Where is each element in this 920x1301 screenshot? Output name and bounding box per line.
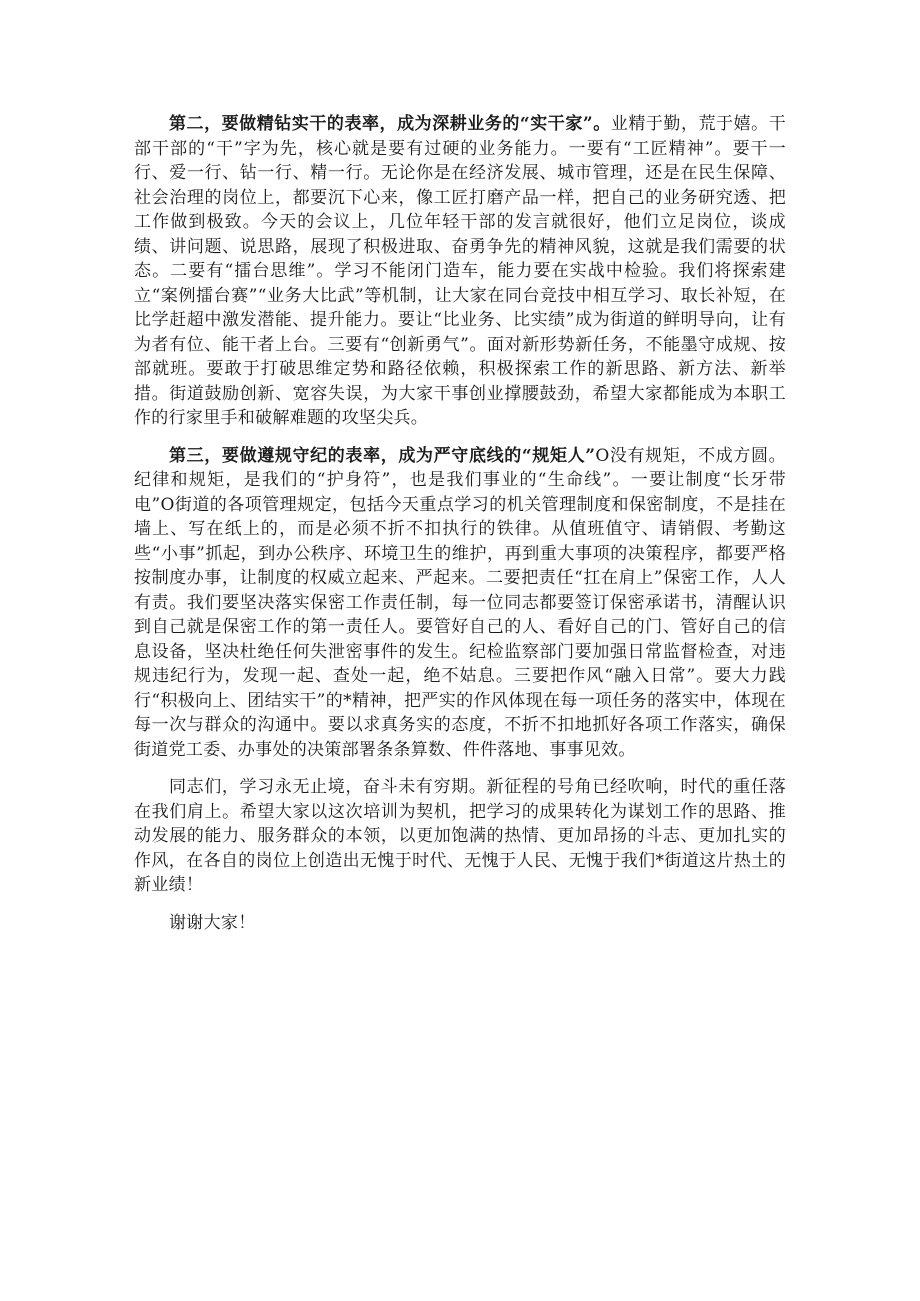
paragraph-body: O没有规矩，不成方圆。纪律和规矩，是我们的“护身符”，也是我们事业的“生命线”。一要让制度“长牙带电”O街道的各项管理规定，包括今天重点学习的机关管理制度和保密制度，不是挂在墙上、写在纸上的，而是必须不折不扣执行的铁律。从值班值守、请销假、考勤这些“小事”抓起，到办公秩序、环境卫生的维护，再到重大事项的决策程序，都要严格按制度办事，让制度的权威立起来、严起来。二要把责任“扛在肩上”保密工作，人人有责。我们要坚决落实保密工作责任制，每一位同志都要签订保密承诺书，清醒认识到自己就是保密工作的第一责任人。要管好自己的人、看好自己的门、管好自己的信息设备，坚决杜绝任何失泄密事件的发生。纪检监察部门要加强日常监督检查，对违规违纪行为，发现一起、查处一起，绝不姑息。三要把作风“融入日常”。要大力践行“积极向上、团结实干”的*精神，把严实的作风体现在每一项任务的落实中，体现在每一次与群众的沟通中。要以求真务实的态度，不折不扣地抓好各项工作落实，确保街道党工委、办事处的决策部署条条算数、件件落地、事事见效。 bbox=[134, 445, 786, 760]
paragraph-heading: 第三，要做遵规守纪的表率，成为严守底线的“规矩人” bbox=[169, 445, 596, 466]
paragraph-closing bbox=[134, 775, 786, 898]
paragraph-thanks bbox=[134, 911, 786, 936]
paragraph-heading: 第二，要做精钻实干的表率，成为深耕业务的“实干家”。 bbox=[169, 114, 611, 134]
paragraph-discipline bbox=[134, 444, 786, 763]
paragraph-body: 谢谢大家！ bbox=[169, 912, 256, 933]
paragraph-body: 业精于勤，荒于嬉。干部干部的“干”字为先，核心就是要有过硬的业务能力。一要有“工匠精神”。要干一行、爱一行、钻一行、精一行。无论你是在经济发展、城市管理，还是在民生保障、社会治理的岗位上，都要沉下心来，像工匠打磨产品一样，把自己的业务研究透、把工作做到极致。今天的会议上，几位年轻干部的发言就很好，他们立足岗位，谈成绩、讲问题、说思路，展现了积极进取、奋勇争先的精神风貌，这就是我们需要的状态。二要有“擂台思维”。学习不能闭门造车，能力要在实战中检验。我们将探索建立“案例擂台赛”“业务大比武”等机制，让大家在同台竞技中相互学习、取长补短，在比学赶超中激发潜能、提升能力。要让“比业务、比实绩”成为街道的鲜明导向，让有为者有位、能干者上台。三要有“创新勇气”。面对新形势新任务，不能墨守成规、按部就班。要敢于打破思维定势和路径依赖，积极探索工作的新思路、新方法、新举措。街道鼓励创新、宽容失误，为大家干事创业撑腰鼓劲，希望大家都能成为本职工作的行家里手和破解难题的攻坚尖兵。 bbox=[134, 114, 787, 428]
document-page bbox=[134, 112, 786, 948]
paragraph-body: 同志们，学习永无止境，奋斗未有穷期。新征程的号角已经吹响，时代的重任落在我们肩上。希望大家以这次培训为契机，把学习的成果转化为谋划工作的思路、推动发展的能力、服务群众的本领，以更加饱满的热情、更加昂扬的斗志、更加扎实的作风，在各自的岗位上创造出无愧于时代、无愧于人民、无愧于我们*街道这片热土的新业绩！ bbox=[134, 777, 786, 895]
paragraph-business-excellence bbox=[134, 112, 786, 431]
